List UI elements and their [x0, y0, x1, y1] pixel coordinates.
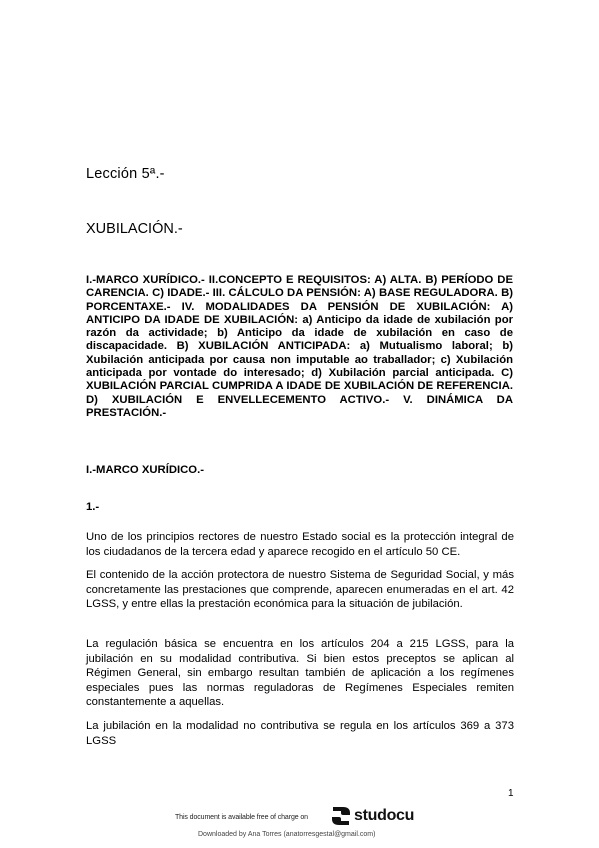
studocu-logo-icon [330, 805, 352, 827]
chapter-title: XUBILACIÓN.- [86, 221, 183, 237]
studocu-brand: studocu [354, 807, 415, 824]
paragraph-3: La regulación básica se encuentra en los artículos 204 a 215 LGSS, para la jubilación en su modalidad contributiva. Si bien estos preceptos se aplican al Régimen General, sin embargo resultan también de aplicación a los regímenes especiales pues las normas reguladoras de Regímenes Especiales remiten constantemente a aquellas. [86, 638, 514, 709]
paragraph-2: El contenido de la acción protectora de nuestro Sistema de Seguridad Social, y más concretamente las prestaciones que comprende, aparecen enumeradas en el art. 42 LGSS, y entre ellas la prestación económica para la situación de jubilación. [86, 569, 514, 611]
subsection-number: 1.- [86, 501, 100, 513]
section-heading: I.-MARCO XURÍDICO.- [86, 464, 204, 476]
studocu-logo[interactable] [330, 805, 414, 827]
download-attribution: Downloaded by Ana Torres (anatorresgestal@gmail.com) [198, 831, 376, 838]
table-of-contents-summary: I.-MARCO XURÍDICO.- II.CONCEPTO E REQUISITOS: A) ALTA. B) PERÍODO DE CARENCIA. C) IDADE.- III. CÁLCULO DA PENSIÓN: A) BASE REGULADORA. B) PORCENTAXE.- IV. MODALIDADES DA PENSIÓN DE XUBILACIÓN: A) ANTICIPO DA IDADE DE XUBILACIÓN: a) Anticipo da idade de xubilación por razón da actividade; b) Anticipo da idade de xubilación en caso de discapacidade. B) XUBILACIÓN ANTICIPADA: a) Mutualismo laboral; b) Xubilación anticipada por causa non imputable ao traballador; c) Xubilación anticipada por vontade do interesado; d) Xubilación parcial anticipada. C) XUBILACIÓN PARCIAL CUMPRIDA A IDADE DE XUBILACIÓN DE REFERENCIA. D) XUBILACIÓN E ENVELLECEMENTO ACTIVO.- V. DINÁMICA DA PRESTACIÓN.- [86, 274, 513, 419]
lesson-label: Lección 5ª.- [86, 166, 165, 182]
paragraph-4: La jubilación en la modalidad no contributiva se regula en los artículos 369 a 373 LGSS [86, 720, 514, 747]
page-number: 1 [508, 788, 514, 799]
footer-notice: This document is available free of charge on [175, 814, 308, 821]
paragraph-1: Uno de los principios rectores de nuestro Estado social es la protección integral de los ciudadanos de la tercera edad y aparece recogido en el artículo 50 CE. [86, 531, 514, 558]
